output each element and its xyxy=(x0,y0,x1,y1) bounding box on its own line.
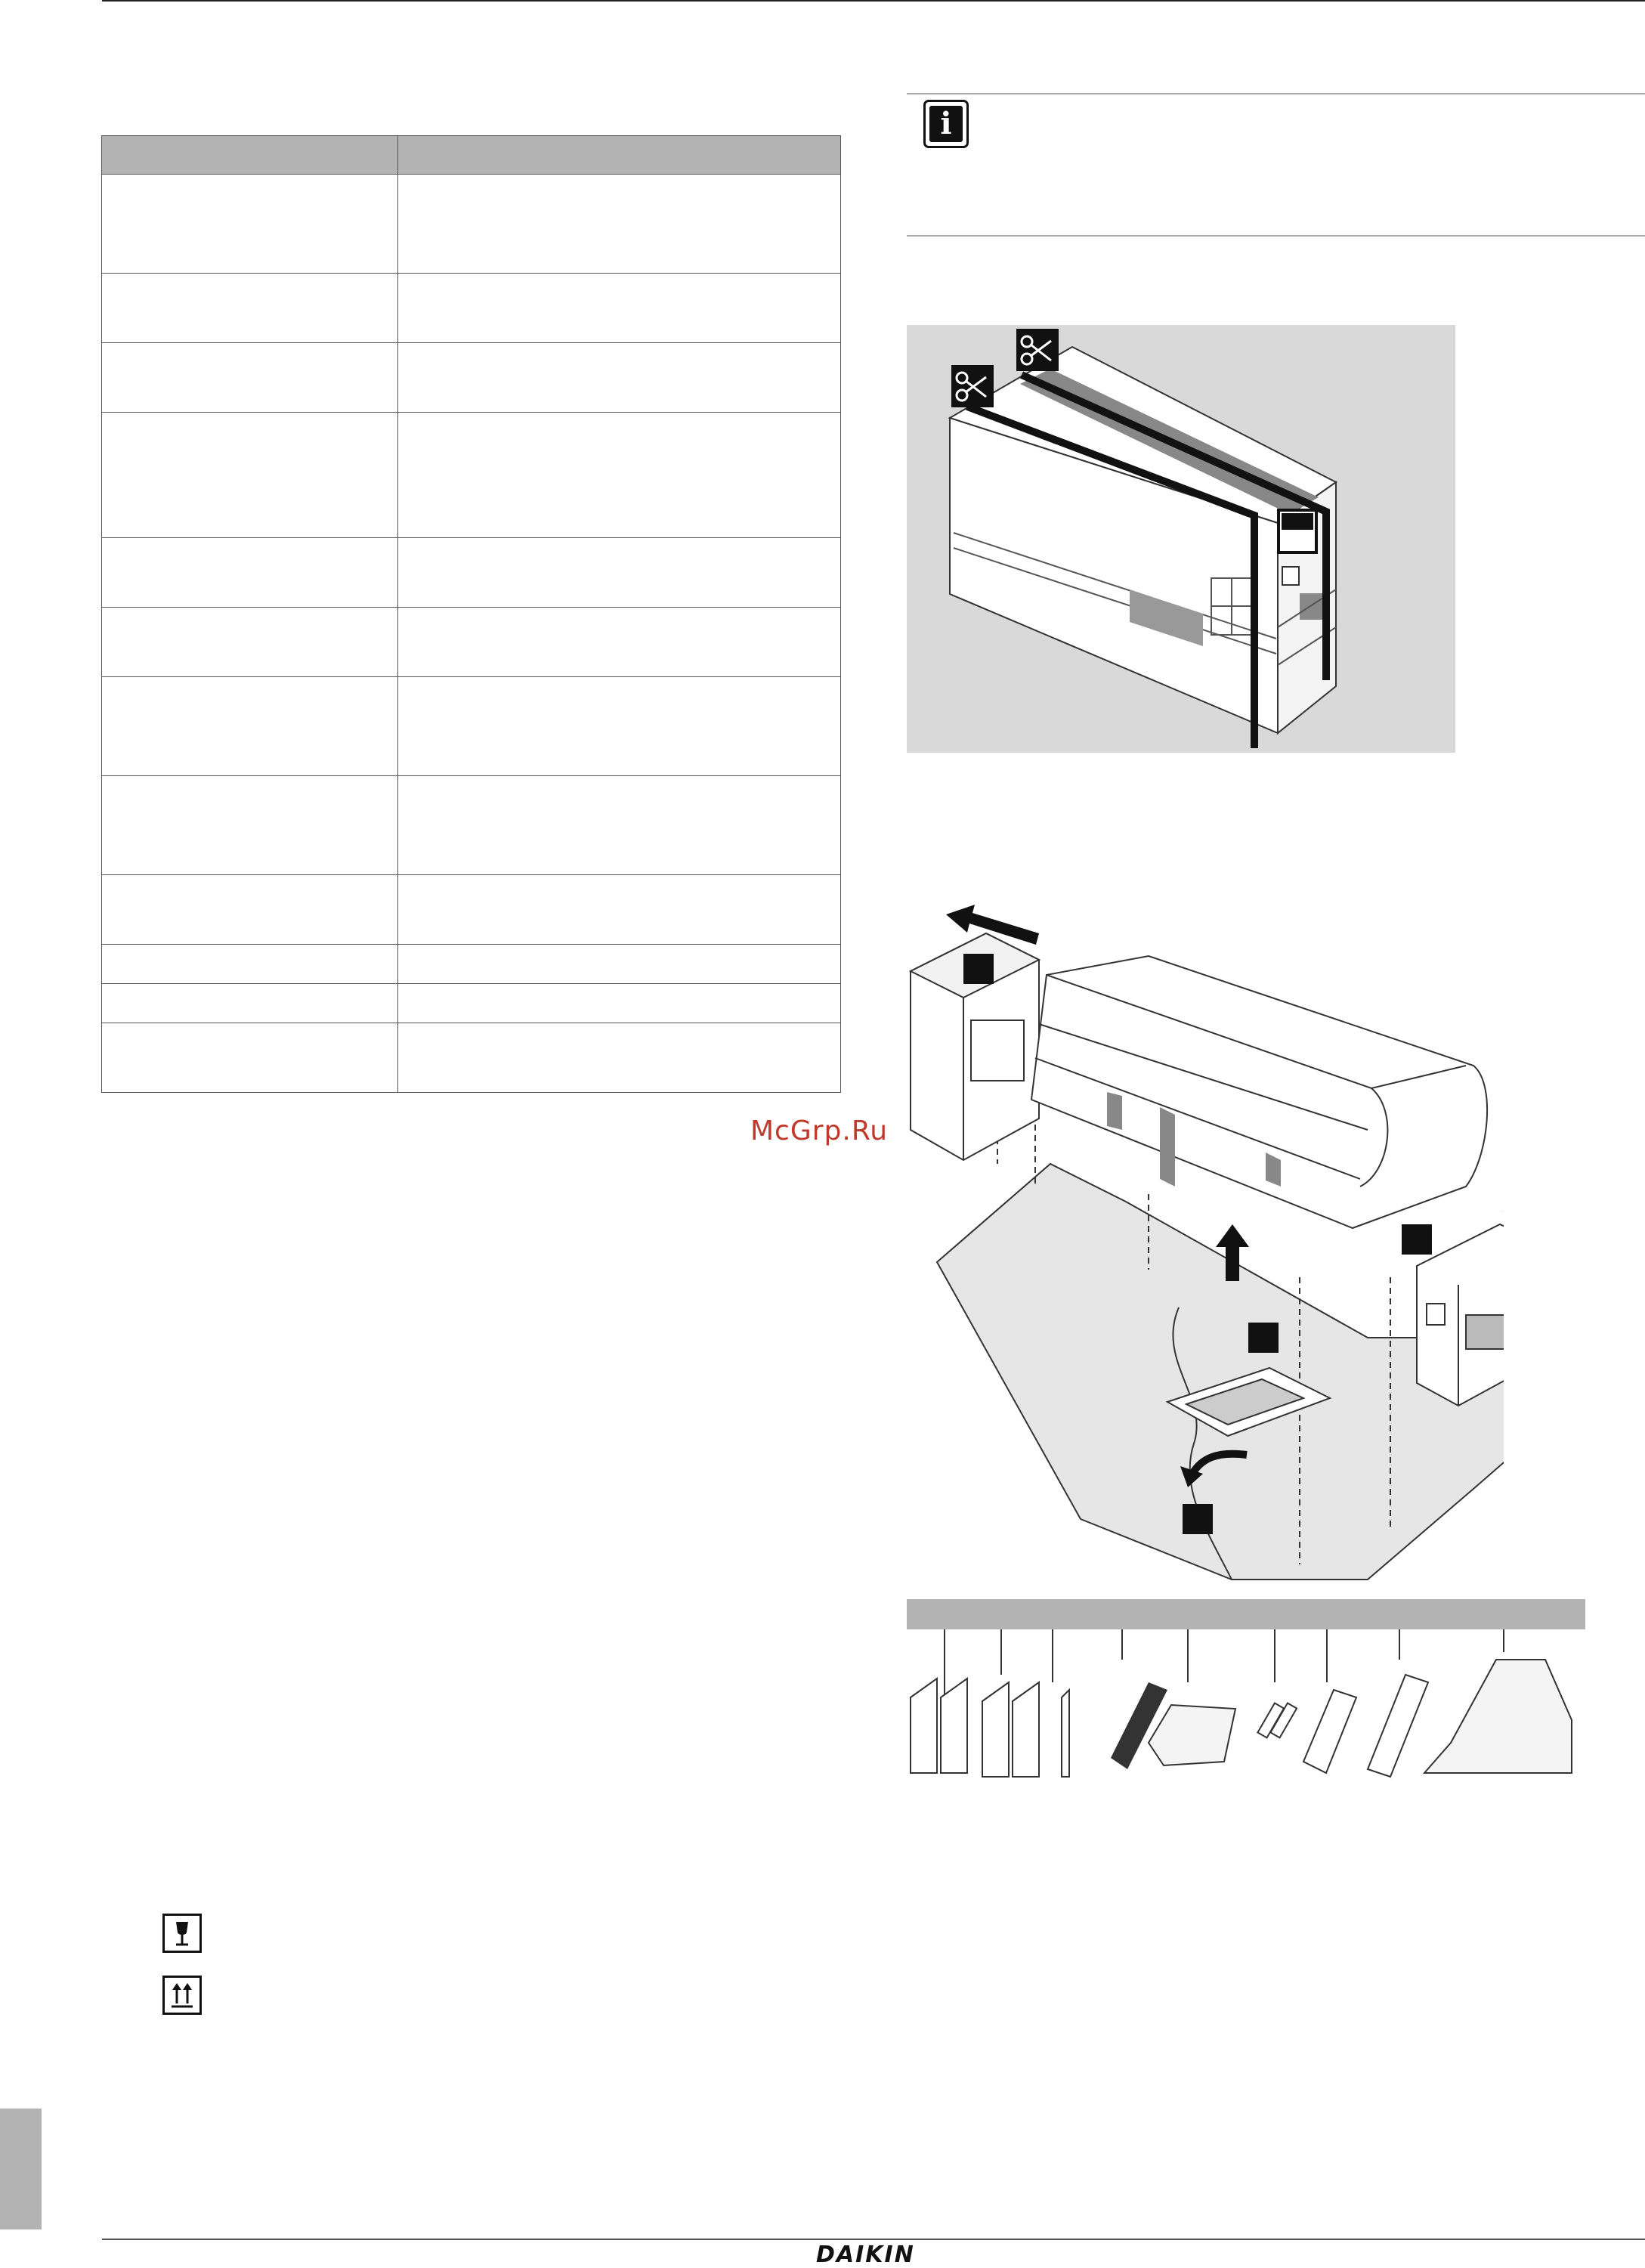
accessories-figure xyxy=(907,1629,1585,1781)
manuals xyxy=(911,1679,1069,1777)
table-row xyxy=(102,343,841,413)
table-row xyxy=(102,608,841,677)
table-row xyxy=(102,1023,841,1093)
header-rule xyxy=(102,0,1645,2)
table-header-cell xyxy=(102,136,398,175)
table-row xyxy=(102,984,841,1023)
callout-marker xyxy=(1183,1504,1213,1534)
indoor-unit xyxy=(1031,956,1487,1228)
remote-controller xyxy=(1368,1675,1428,1777)
scissors-icon xyxy=(951,365,994,407)
table-row xyxy=(102,875,841,945)
brand-logo: DAIKIN xyxy=(816,2242,915,2268)
footer-rule xyxy=(102,2239,1645,2240)
callout-marker xyxy=(1248,1323,1279,1353)
note-top-rule xyxy=(907,93,1645,94)
scissors-icon xyxy=(1016,329,1059,371)
table-row xyxy=(102,175,841,274)
watermark: McGrp.Ru xyxy=(750,1115,889,1146)
callout-marker xyxy=(963,954,994,984)
table-row xyxy=(102,945,841,984)
mounting-plate xyxy=(1424,1660,1572,1773)
remote-holder xyxy=(1303,1690,1356,1773)
table-row xyxy=(102,274,841,343)
note-bottom-rule xyxy=(907,235,1645,237)
screw-bag xyxy=(1149,1705,1235,1765)
table-header-cell xyxy=(398,136,841,175)
unpacking-figure xyxy=(907,869,1504,1587)
chapter-tab xyxy=(0,2109,42,2229)
table-row xyxy=(102,776,841,875)
this-way-up-icon xyxy=(162,1976,202,2015)
packaged-unit-figure xyxy=(907,325,1455,753)
table-row xyxy=(102,677,841,776)
table-row xyxy=(102,538,841,608)
specification-table xyxy=(101,135,841,1093)
callout-marker xyxy=(1402,1224,1432,1255)
info-icon: i xyxy=(923,100,969,148)
table-row xyxy=(102,413,841,538)
table-header-row xyxy=(102,136,841,175)
fragile-icon xyxy=(162,1914,202,1953)
accessories-header-bar xyxy=(907,1599,1585,1629)
